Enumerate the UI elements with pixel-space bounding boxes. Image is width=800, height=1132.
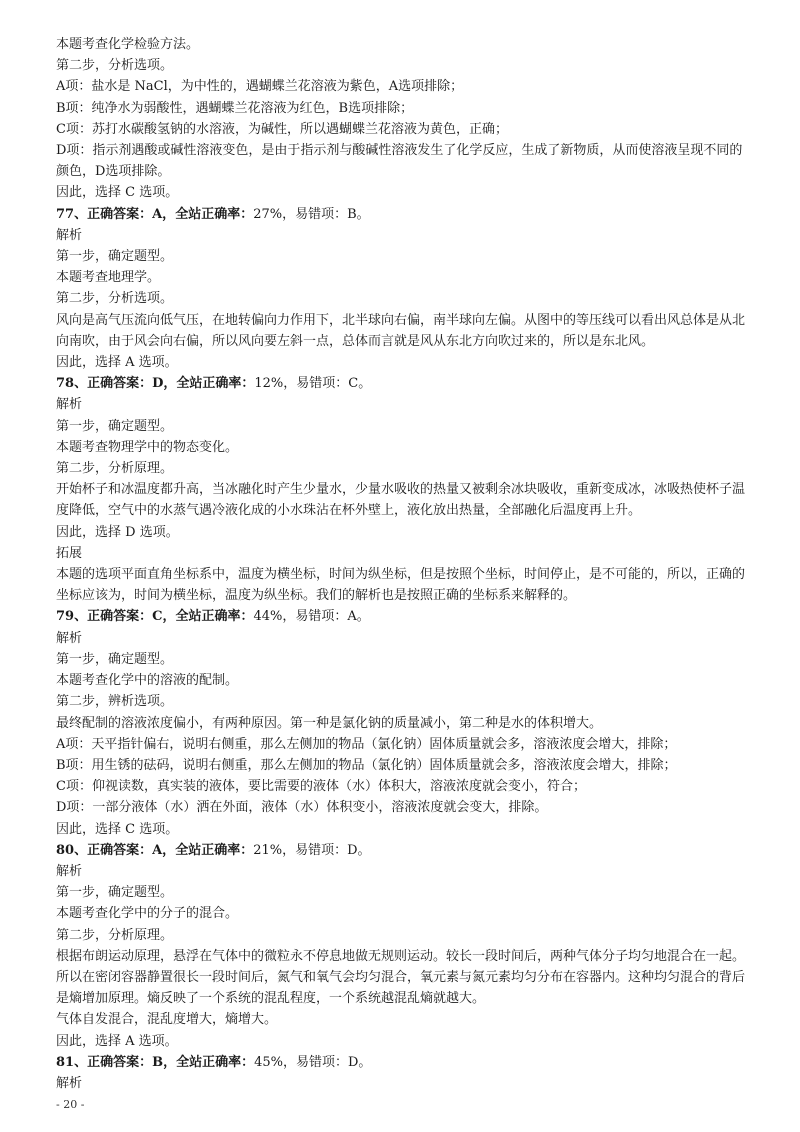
answer-value: D， <box>152 376 177 392</box>
accuracy-label: 全站正确率： <box>175 842 254 858</box>
text-line: 本题考查化学检验方法。 <box>56 37 200 52</box>
text-line: 第二步，分析选项。 <box>56 291 174 307</box>
answer-line <box>56 204 746 225</box>
text-line: 本题考查化学中的溶液的配制。 <box>56 673 239 689</box>
text-line: 第二步，分析原理。 <box>56 461 174 477</box>
text-line: B项：纯净水为弱酸性，遇蝴蝶兰花溶液为红色，B选项排除； <box>56 100 414 116</box>
text-line: 解析 <box>56 227 83 243</box>
text-line: D项：一部分液体（水）洒在外面，液体（水）体积变小，溶液浓度就会变大，排除。 <box>56 800 548 816</box>
text-line: A项：天平指针偏右，说明右侧重，那么左侧加的物品（氯化钠）固体质量就会多，溶液浓度会增大，排除； <box>56 736 677 752</box>
text-line: 最终配制的溶液浓度偏小，有两种原因。第一种是氯化钠的质量减小，第二种是水的体积增大。 <box>56 715 603 731</box>
text-line: B项：用生锈的砝码，说明右侧重，那么左侧加的物品（氯化钠）固体质量就会多，溶液浓度会增大，排除； <box>56 757 677 773</box>
answer-line <box>56 840 746 861</box>
text-line: 本题考查物理学中的物态变化。 <box>56 439 239 455</box>
answer-label: 78、正确答案： <box>56 376 153 392</box>
text-line: 因此，选择 A 选项。 <box>56 355 178 371</box>
text-line: 解析 <box>56 1075 83 1091</box>
page-number: - 20 - <box>56 1098 85 1111</box>
accuracy-label: 全站正确率： <box>175 609 254 625</box>
accuracy-label: 全站正确率： <box>176 376 255 392</box>
accuracy-value: 21%，易错项：D。 <box>253 842 371 858</box>
answer-value: B， <box>152 1054 177 1070</box>
text-line: 因此，选择 C 选项。 <box>56 821 179 837</box>
accuracy-label: 全站正确率： <box>175 206 254 222</box>
answer-label: 79、正确答案： <box>56 609 153 625</box>
accuracy-value: 27%，易错项：B。 <box>253 206 370 222</box>
answer-label: 81、正确答案： <box>56 1054 153 1070</box>
text-line: 第二步，分析选项。 <box>56 58 174 74</box>
text-line: 本题考查化学中的分子的混合。 <box>56 906 239 922</box>
text-line: 因此，选择 C 选项。 <box>56 185 179 201</box>
answer-label: 80、正确答案： <box>56 842 153 858</box>
text-line: 第二步，辨析选项。 <box>56 694 174 710</box>
text-line: 第二步，分析原理。 <box>56 927 174 943</box>
text-line: 本题的选项平面直角坐标系中，温度为横坐标，时间为纵坐标，但是按照个坐标，时间停止，是不可能的，所以，正确的坐标应该为，时间为横坐标，温度为纵坐标。我们的解析也是按照正确的坐标系来解释的。 <box>56 567 746 604</box>
text-line: 本题考查地理学。 <box>56 270 161 286</box>
text-line: 第一步，确定题型。 <box>56 249 174 265</box>
text-line: 风向是高气压流向低气压，在地转偏向力作用下，北半球向右偏，南半球向左偏。从图中的等压线可以看出风总体是从北向南吹，由于风会向右偏，所以风向要左斜一点，总体而言就是风从东北方向吹过来的，所以是东北风。 <box>56 312 746 349</box>
answer-line <box>56 373 746 394</box>
text-line: 气体自发混合，混乱度增大，熵增大。 <box>56 1012 278 1028</box>
text-line: 因此，选择 D 选项。 <box>56 524 179 540</box>
text-line: 解析 <box>56 630 83 646</box>
accuracy-value: 45%，易错项：D。 <box>254 1054 372 1070</box>
accuracy-value: 12%，易错项：C。 <box>254 376 372 392</box>
text-line: 第一步，确定题型。 <box>56 418 174 434</box>
text-line: 第一步，确定题型。 <box>56 885 174 901</box>
document-body <box>56 34 746 1094</box>
text-line: 开始杯子和冰温度都升高，当冰融化时产生少量水，少量水吸收的热量又被剩余冰块吸收，重新变成冰，冰吸热使杯子温度降低，空气中的水蒸气遇冷液化成的小水珠沾在杯外壁上，液化放出热量，全部融化后温度再上升。 <box>56 482 746 519</box>
accuracy-label: 全站正确率： <box>176 1054 255 1070</box>
text-line: A项：盐水是 NaCl，为中性的，遇蝴蝶兰花溶液为紫色，A选项排除； <box>56 79 464 95</box>
answer-line <box>56 606 746 627</box>
accuracy-value: 44%，易错项：A。 <box>253 609 370 625</box>
text-line: 解析 <box>56 863 83 879</box>
answer-line <box>56 1052 746 1073</box>
answer-label: 77、正确答案： <box>56 206 153 222</box>
text-line: 拓展 <box>56 545 83 561</box>
text-line: 第一步，确定题型。 <box>56 651 174 667</box>
text-line: C项：仰视读数，真实装的液体，要比需要的液体（水）体积大，溶液浓度就会变小，符合； <box>56 779 586 795</box>
text-line: 根据布朗运动原理，悬浮在气体中的微粒永不停息地做无规则运动。较长一段时间后，两种气体分子均匀地混合在一起。所以在密闭容器静置很长一段时间后，氮气和氧气会均匀混合，氧元素与氮元素均匀分布在容器内。这种均匀混合的背后是熵增加原理。熵反映了一个系统的混乱程度，一个系统越混乱熵就越大。 <box>56 948 746 1007</box>
text-line: 解析 <box>56 397 83 413</box>
text-line: D项：指示剂遇酸或碱性溶液变色，是由于指示剂与酸碱性溶液发生了化学反应，生成了新物质，从而使溶液呈现不同的颜色，D选项排除。 <box>56 143 743 180</box>
answer-value: C， <box>152 609 176 625</box>
text-line: C项：苏打水碳酸氢钠的水溶液，为碱性，所以遇蝴蝶兰花溶液为黄色，正确； <box>56 121 508 137</box>
text-line: 因此，选择 A 选项。 <box>56 1033 178 1049</box>
answer-value: A， <box>152 842 176 858</box>
answer-value: A， <box>152 206 176 222</box>
